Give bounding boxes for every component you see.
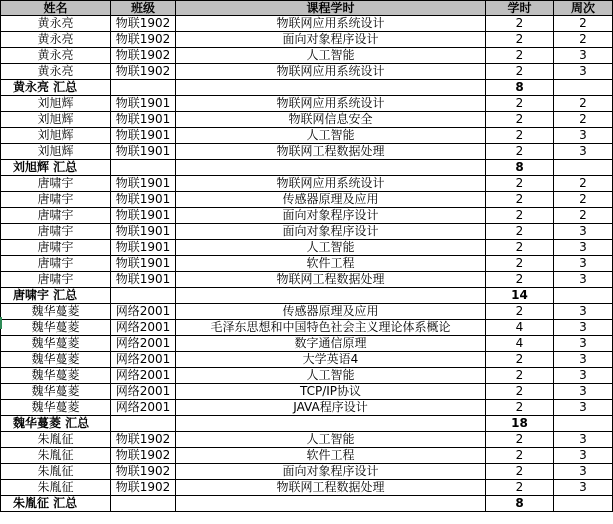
cell-class[interactable]: 网络2001 (111, 336, 176, 352)
cell-hours[interactable]: 2 (486, 464, 554, 480)
cell-class[interactable]: 物联1902 (111, 464, 176, 480)
table-row (1, 128, 613, 144)
cell-name[interactable]: 魏华蔓菱 (1, 368, 111, 384)
table-row (1, 112, 613, 128)
selection-marker (0, 317, 2, 329)
subtotal-week-empty[interactable] (554, 160, 613, 176)
cell-name[interactable]: 魏华蔓菱 (1, 384, 111, 400)
cell-hours[interactable]: 2 (486, 208, 554, 224)
cell-course[interactable]: 物联网应用系统设计 (176, 176, 486, 192)
cell-hours[interactable]: 4 (486, 320, 554, 336)
cell-hours[interactable]: 2 (486, 272, 554, 288)
subtotal-row (1, 288, 613, 304)
cell-class[interactable]: 物联1901 (111, 96, 176, 112)
table-row (1, 32, 613, 48)
cell-hours[interactable]: 2 (486, 144, 554, 160)
table-row (1, 400, 613, 416)
cell-class[interactable]: 网络2001 (111, 352, 176, 368)
cell-hours[interactable]: 2 (486, 352, 554, 368)
subtotal-week-empty[interactable] (554, 416, 613, 432)
cell-class[interactable]: 物联1902 (111, 448, 176, 464)
table-row (1, 352, 613, 368)
subtotal-week-empty[interactable] (554, 496, 613, 512)
cell-class[interactable]: 物联1902 (111, 32, 176, 48)
table-row (1, 224, 613, 240)
table-row (1, 272, 613, 288)
cell-week[interactable]: 3 (554, 336, 613, 352)
header-class[interactable]: 班级 (111, 1, 176, 16)
cell-hours[interactable]: 2 (486, 384, 554, 400)
cell-hours[interactable]: 2 (486, 432, 554, 448)
table-row (1, 208, 613, 224)
cell-week[interactable]: 3 (554, 384, 613, 400)
subtotal-hours[interactable]: 18 (486, 416, 554, 432)
cell-week[interactable]: 3 (554, 352, 613, 368)
cell-class[interactable]: 物联1901 (111, 176, 176, 192)
cell-hours[interactable]: 2 (486, 240, 554, 256)
header-name[interactable]: 姓名 (1, 1, 111, 16)
cell-hours[interactable]: 2 (486, 400, 554, 416)
cell-week[interactable]: 2 (554, 112, 613, 128)
cell-course[interactable]: TCP/IP协议 (176, 384, 486, 400)
cell-name[interactable]: 唐啸宇 (1, 208, 111, 224)
cell-week[interactable]: 2 (554, 176, 613, 192)
cell-class[interactable]: 物联1901 (111, 144, 176, 160)
subtotal-week-empty[interactable] (554, 288, 613, 304)
cell-course[interactable]: 人工智能 (176, 128, 486, 144)
cell-name[interactable]: 唐啸宇 (1, 176, 111, 192)
subtotal-class-empty[interactable] (111, 496, 176, 512)
cell-week[interactable]: 2 (554, 16, 613, 32)
cell-name[interactable]: 唐啸宇 (1, 224, 111, 240)
cell-class[interactable]: 网络2001 (111, 384, 176, 400)
table-row (1, 96, 613, 112)
subtotal-course-empty[interactable] (176, 80, 486, 96)
cell-course[interactable]: 大学英语4 (176, 352, 486, 368)
subtotal-label[interactable]: 朱胤征 汇总 (1, 496, 111, 512)
cell-week[interactable]: 3 (554, 272, 613, 288)
cell-class[interactable]: 网络2001 (111, 368, 176, 384)
subtotal-hours[interactable]: 8 (486, 496, 554, 512)
table-row (1, 336, 613, 352)
cell-class[interactable]: 物联1902 (111, 48, 176, 64)
subtotal-class-empty[interactable] (111, 288, 176, 304)
cell-class[interactable]: 物联1901 (111, 192, 176, 208)
table-row (1, 432, 613, 448)
cell-class[interactable]: 物联1902 (111, 16, 176, 32)
cell-course[interactable]: 面向对象程序设计 (176, 32, 486, 48)
cell-name[interactable]: 唐啸宇 (1, 192, 111, 208)
cell-course[interactable]: 物联网工程数据处理 (176, 272, 486, 288)
table-row (1, 192, 613, 208)
cell-name[interactable]: 朱胤征 (1, 480, 111, 496)
cell-hours[interactable]: 4 (486, 336, 554, 352)
table-row (1, 368, 613, 384)
cell-week[interactable]: 3 (554, 448, 613, 464)
cell-week[interactable]: 3 (554, 256, 613, 272)
cell-class[interactable]: 物联1901 (111, 256, 176, 272)
cell-hours[interactable]: 2 (486, 192, 554, 208)
subtotal-row (1, 80, 613, 96)
subtotal-row (1, 416, 613, 432)
cell-name[interactable]: 刘旭辉 (1, 112, 111, 128)
cell-course[interactable]: 物联网应用系统设计 (176, 16, 486, 32)
subtotal-row (1, 160, 613, 176)
cell-name[interactable]: 朱胤征 (1, 464, 111, 480)
cell-name[interactable]: 刘旭辉 (1, 96, 111, 112)
cell-course[interactable]: 毛泽东思想和中国特色社会主义理论体系概论 (176, 320, 486, 336)
cell-class[interactable]: 网络2001 (111, 304, 176, 320)
subtotal-class-empty[interactable] (111, 160, 176, 176)
cell-name[interactable]: 唐啸宇 (1, 240, 111, 256)
cell-week[interactable]: 2 (554, 208, 613, 224)
table-row (1, 48, 613, 64)
cell-hours[interactable]: 2 (486, 48, 554, 64)
cell-course[interactable]: 面向对象程序设计 (176, 224, 486, 240)
subtotal-course-empty[interactable] (176, 416, 486, 432)
header-course[interactable]: 课程学时 (176, 1, 486, 16)
table-row (1, 64, 613, 80)
cell-hours[interactable]: 2 (486, 448, 554, 464)
cell-name[interactable]: 黄永亮 (1, 64, 111, 80)
cell-hours[interactable]: 2 (486, 176, 554, 192)
cell-hours[interactable]: 2 (486, 112, 554, 128)
cell-class[interactable]: 物联1901 (111, 272, 176, 288)
cell-course[interactable]: 传感器原理及应用 (176, 304, 486, 320)
cell-week[interactable]: 3 (554, 128, 613, 144)
cell-week[interactable]: 3 (554, 240, 613, 256)
cell-week[interactable]: 3 (554, 144, 613, 160)
cell-week[interactable]: 3 (554, 320, 613, 336)
table-row (1, 384, 613, 400)
cell-course[interactable]: 软件工程 (176, 256, 486, 272)
cell-week[interactable]: 3 (554, 464, 613, 480)
table-row (1, 320, 613, 336)
cell-hours[interactable]: 2 (486, 16, 554, 32)
table-row (1, 240, 613, 256)
cell-hours[interactable]: 2 (486, 480, 554, 496)
cell-hours[interactable]: 2 (486, 96, 554, 112)
subtotal-hours[interactable]: 14 (486, 288, 554, 304)
cell-course[interactable]: 人工智能 (176, 368, 486, 384)
cell-hours[interactable]: 2 (486, 224, 554, 240)
cell-name[interactable]: 朱胤征 (1, 432, 111, 448)
cell-class[interactable]: 物联1902 (111, 480, 176, 496)
cell-class[interactable]: 物联1901 (111, 128, 176, 144)
cell-name[interactable]: 魏华蔓菱 (1, 336, 111, 352)
table-row (1, 480, 613, 496)
cell-hours[interactable]: 2 (486, 128, 554, 144)
header-hours[interactable]: 学时 (486, 1, 554, 16)
cell-hours[interactable]: 2 (486, 32, 554, 48)
cell-class[interactable]: 物联1902 (111, 432, 176, 448)
cell-class[interactable]: 物联1901 (111, 112, 176, 128)
cell-week[interactable]: 3 (554, 48, 613, 64)
cell-class[interactable]: 物联1901 (111, 208, 176, 224)
header-row (1, 1, 613, 16)
cell-class[interactable]: 网络2001 (111, 400, 176, 416)
cell-name[interactable]: 黄永亮 (1, 48, 111, 64)
cell-week[interactable]: 3 (554, 64, 613, 80)
cell-hours[interactable]: 2 (486, 64, 554, 80)
cell-hours[interactable]: 2 (486, 256, 554, 272)
table-row (1, 16, 613, 32)
subtotal-row (1, 496, 613, 512)
cell-hours[interactable]: 2 (486, 368, 554, 384)
cell-week[interactable]: 3 (554, 368, 613, 384)
cell-week[interactable]: 3 (554, 224, 613, 240)
table-row (1, 448, 613, 464)
cell-name[interactable]: 魏华蔓菱 (1, 304, 111, 320)
cell-course[interactable]: 面向对象程序设计 (176, 208, 486, 224)
cell-hours[interactable]: 2 (486, 304, 554, 320)
subtotal-course-empty[interactable] (176, 288, 486, 304)
cell-course[interactable]: 物联网应用系统设计 (176, 96, 486, 112)
subtotal-course-empty[interactable] (176, 496, 486, 512)
cell-week[interactable]: 2 (554, 32, 613, 48)
table-body (1, 16, 613, 512)
cell-course[interactable]: JAVA程序设计 (176, 400, 486, 416)
subtotal-label[interactable]: 魏华蔓菱 汇总 (1, 416, 111, 432)
cell-class[interactable]: 物联1901 (111, 224, 176, 240)
cell-course[interactable]: 面向对象程序设计 (176, 464, 486, 480)
cell-class[interactable]: 物联1902 (111, 64, 176, 80)
cell-week[interactable]: 3 (554, 432, 613, 448)
cell-week[interactable]: 3 (554, 480, 613, 496)
cell-name[interactable]: 刘旭辉 (1, 128, 111, 144)
cell-course[interactable]: 数字通信原理 (176, 336, 486, 352)
subtotal-hours[interactable]: 8 (486, 80, 554, 96)
cell-course[interactable]: 人工智能 (176, 240, 486, 256)
cell-course[interactable]: 人工智能 (176, 432, 486, 448)
cell-name[interactable]: 魏华蔓菱 (1, 352, 111, 368)
subtotal-course-empty[interactable] (176, 160, 486, 176)
subtotal-label[interactable]: 唐啸宇 汇总 (1, 288, 111, 304)
cell-name[interactable]: 唐啸宇 (1, 256, 111, 272)
subtotal-label[interactable]: 刘旭辉 汇总 (1, 160, 111, 176)
cell-course[interactable]: 传感器原理及应用 (176, 192, 486, 208)
cell-week[interactable]: 3 (554, 304, 613, 320)
cell-name[interactable]: 刘旭辉 (1, 144, 111, 160)
table-row (1, 256, 613, 272)
subtotal-class-empty[interactable] (111, 416, 176, 432)
cell-week[interactable]: 3 (554, 400, 613, 416)
cell-name[interactable]: 魏华蔓菱 (1, 320, 111, 336)
cell-class[interactable]: 物联1901 (111, 240, 176, 256)
table-row (1, 144, 613, 160)
cell-course[interactable]: 软件工程 (176, 448, 486, 464)
table-row (1, 304, 613, 320)
cell-name[interactable]: 唐啸宇 (1, 272, 111, 288)
table-row (1, 464, 613, 480)
subtotal-hours[interactable]: 8 (486, 160, 554, 176)
cell-week[interactable]: 2 (554, 96, 613, 112)
subtotal-class-empty[interactable] (111, 80, 176, 96)
cell-name[interactable]: 朱胤征 (1, 448, 111, 464)
cell-course[interactable]: 人工智能 (176, 48, 486, 64)
cell-course[interactable]: 物联网工程数据处理 (176, 480, 486, 496)
table-row (1, 176, 613, 192)
cell-course[interactable]: 物联网应用系统设计 (176, 64, 486, 80)
cell-course[interactable]: 物联网信息安全 (176, 112, 486, 128)
subtotal-label[interactable]: 黄永亮 汇总 (1, 80, 111, 96)
header-week[interactable]: 周次 (554, 1, 613, 16)
cell-course[interactable]: 物联网工程数据处理 (176, 144, 486, 160)
cell-name[interactable]: 黄永亮 (1, 16, 111, 32)
cell-week[interactable]: 2 (554, 192, 613, 208)
subtotal-week-empty[interactable] (554, 80, 613, 96)
cell-name[interactable]: 黄永亮 (1, 32, 111, 48)
cell-name[interactable]: 魏华蔓菱 (1, 400, 111, 416)
cell-class[interactable]: 网络2001 (111, 320, 176, 336)
